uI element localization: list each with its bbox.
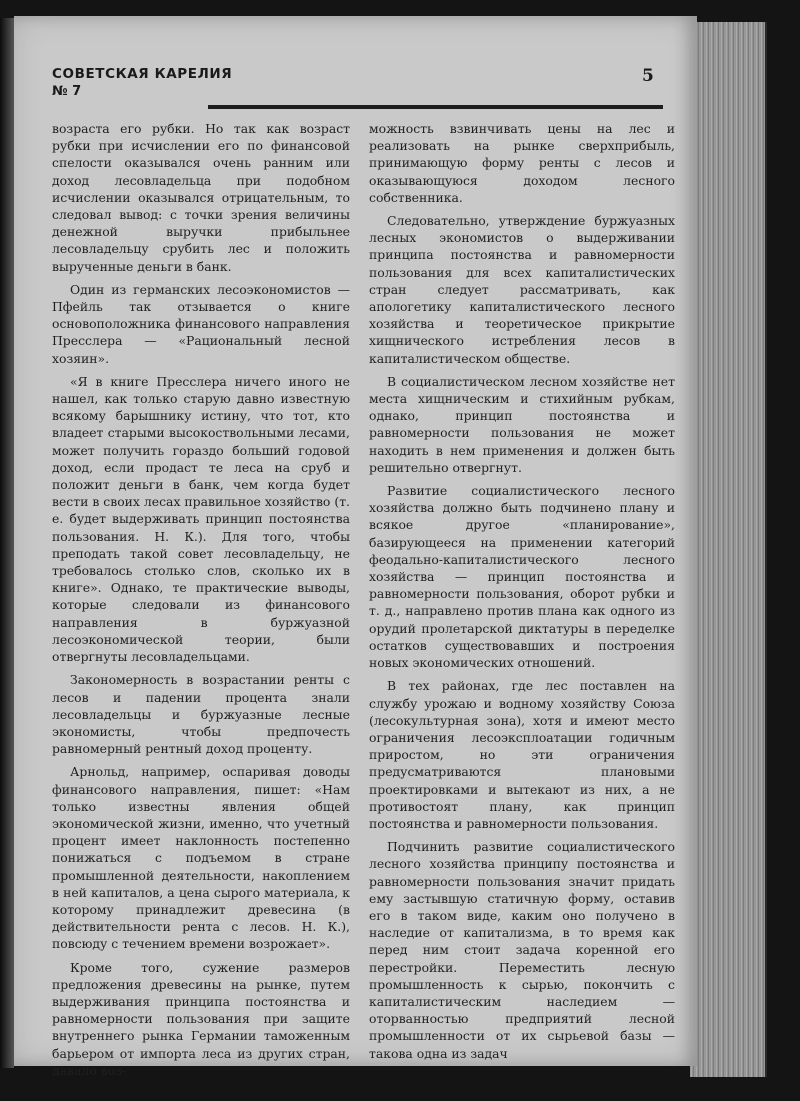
paragraph: Арнольд, например, оспаривая доводы финансового направления, пишет: «Нам только известны явления общей экономической жизни, именно, что учетный процент имеет наклонность постепенно понижаться с подъемом в стране промышленной деятельности, накоплением в ней капиталов, а цена сырого материала, к которому принадлежит древесина (в действительности рента с лесов. Н. К.), повсюду с течением времени возрожает».	[52, 764, 350, 952]
paragraph: Следовательно, утверждение буржуазных лесных экономистов о выдерживании принципа постоянства и равномерности пользования для всех капиталистических стран следует рассматривать, как апологетику капиталистического лесного хозяйства и теоретическое прикрытие хищнического истребления лесов в капиталистическом обществе.	[369, 213, 675, 366]
paragraph: Развитие социалистического лесного хозяйства должно быть подчинено плану и всякое другое «планирование», базирующееся на применении категорий феодально-капиталистического лесного хозяйства — принцип постоянства и равномерности пользования, оборот рубки и т. д., направлено против плана как одного из орудий пролетарской диктатуры в переделке остатков существовавших и построения новых экономических отношений.	[369, 483, 675, 671]
paragraph: В социалистическом лесном хозяйстве нет места хищническим и стихийным рубкам, однако, принцип постоянства и равномерности пользования не может находить в нем применения и должен быть решительно отвергнут.	[369, 373, 675, 475]
paragraph: возраста его рубки. Но так как возраст рубки при исчислении его по финансовой спелости оказывался очень ранним или доход лесовладельца при подобном исчислении оказывался отрицательным, то следовал вывод: с точки зрения величины денежной выручки прибыльнее лесовладельцу срубить лес и положить вырученные деньги в банк.	[52, 121, 350, 274]
text-column-right	[369, 120, 675, 1080]
page-number: 5	[642, 66, 654, 86]
paragraph: можность взвинчивать цены на лес и реализовать на рынке сверхприбыль, принимающую форму ренты с лесов и оказывающуюся доходом лесного собственника.	[369, 121, 675, 205]
running-title: СОВЕТСКАЯ КАРЕЛИЯ	[52, 66, 233, 82]
paragraph: В тех районах, где лес поставлен на службу урожаю и водному хозяйству Союза (лесокультурная зона), хотя и имеют место ограничения лесоэксплоатации годичным приростом, но эти ограничения предусматриваются плановыми проектировками и вытекают из них, а не противостоят плану, как принцип постоянства и равномерности пользования.	[369, 678, 675, 831]
paragraph: Кроме того, сужение размеров предложения древесины на рынке, путем выдерживания принципа постоянства и равномерности пользования при защите внутреннего рынка Германии таможенным барьером от импорта леса из других стран, давало воз-	[52, 959, 350, 1078]
paragraph: Один из германских лесоэкономистов — Пфейль так отзывается о книге основоположника финансового направления Пресслера — «Рациональный лесной хозяин».	[52, 281, 350, 366]
paragraph: «Я в книге Пресслера ничего иного не нашел, как только старую давно известную всякому барышнику истину, что тот, кто владеет старыми высокоствольными лесами, может получить гораздо больший годовой доход, если продаст те леса на сруб и положит деньги в банк, чем когда будет вести в своих лесах правильное хозяйство (т. е. будет выдерживать принцип постоянства пользования. Н. К.). Для того, чтобы преподать такой совет лесовладельцу, не требовалось столько слов, сколько их в книге». Однако, те практические выводы, которые следовали из финансового направления в буржуазной лесоэкономической теории, были отвергнуты лесовладельцами.	[52, 373, 350, 665]
text-column-left	[52, 120, 350, 1080]
header-rule	[208, 105, 663, 109]
issue-number: № 7	[52, 84, 82, 99]
paragraph: Подчинить развитие социалистического лесного хозяйства принципу постоянства и равномерности пользования значит придать ему застывшую статичную форму, оставив его в таком виде, каким оно получено в наследие от капитализма, в то время как перед ним стоит задача коренной его перестройки. Переместить лесную промышленность к сырью, покончить с капиталистическим наследием — оторванностью предприятий лесной промышленности от их сырьевой базы — такова одна из задач	[369, 839, 675, 1061]
page-stack-edges	[690, 22, 767, 1077]
paragraph: Закономерность в возрастании ренты с лесов и падении процента знали лесовладельцы и буржуазные лесные экономисты, чтобы предпочесть равномерный рентный доход проценту.	[52, 672, 350, 757]
book-binding	[0, 18, 14, 1068]
